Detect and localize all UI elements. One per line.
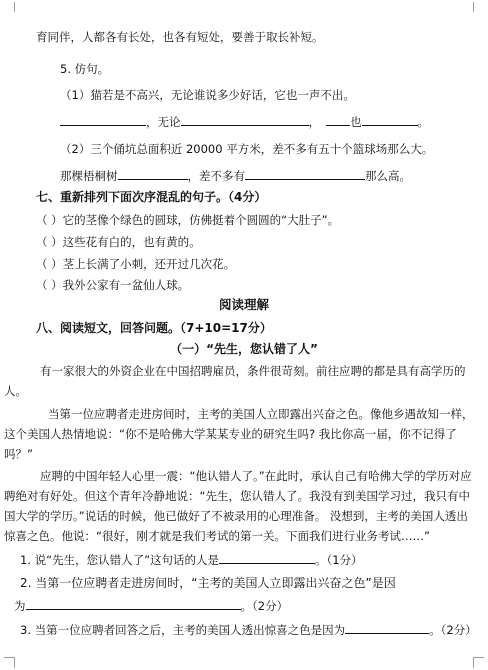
page-corner-mark — [4, 657, 15, 668]
page-corner-mark — [473, 657, 484, 668]
section-5-heading: 5. 仿句。 — [60, 62, 110, 76]
answer-blank[interactable] — [345, 622, 429, 634]
answer-blank[interactable] — [118, 168, 188, 180]
answer-blank[interactable] — [362, 114, 418, 126]
question-2-answer-line: 为 。（2分） — [14, 599, 289, 613]
question-1: 1. 说“先生，您认错人了”这句话的人是 。（1分） — [20, 553, 363, 567]
section-5-q2-answer-line: 那棵梧桐树 ，差不多有 那么高。 — [60, 169, 411, 183]
story-paragraph: 有一家很大的外资企业在中国招聘雇员，条件很苛刻。前往应聘的都是具有高学历的人。 — [4, 364, 466, 398]
answer-blank[interactable] — [26, 598, 241, 610]
answer-blank[interactable] — [181, 114, 309, 126]
section-5-q1-answer-line: ，无论 ， 也 。 — [60, 114, 429, 130]
story-paragraph: 应聘的中国年轻人心里一震：“他认错人了。”在此时，承认自己有哈佛大学的学历对应聘绝对有好处。但这个青年冷静地说：“先生，您认错人了。我没有到美国学习过，我只有中国大学的学历。”说话的时候，他已做好了不被录用的心理准备。 没想到，主考的美国人透出惊喜之色。他说：“很好，刚才就是我们考试的第一关。下面我们进行业务考试……” — [4, 469, 472, 543]
section-5-q1-prompt: （1）猫若是不高兴，无论谁说多少好话，它也一声不出。 — [60, 88, 355, 102]
section-7-heading: 七、重新排列下面次序混乱的句子。（4分） — [36, 190, 267, 204]
question-3: 3. 当第一位应聘者回答之后，主考的美国人透出惊喜之色是因为 。（2分） — [20, 623, 477, 637]
question-2: 2. 当第一位应聘者走进房间时，“主考的美国人立即露出兴奋之色”是因 — [20, 576, 396, 590]
order-parenthesis[interactable]: （ ） — [36, 213, 63, 227]
answer-blank[interactable] — [326, 114, 350, 126]
section-5-q2-prompt: （2）三个俑坑总面积近 20000 平方米，差不多有五十个篮球场那么大。 — [60, 142, 434, 156]
answer-blank[interactable] — [219, 552, 315, 564]
reorder-item: （ ）这些花有白的，也有黄的。 — [36, 235, 201, 249]
section-8-heading: 八、阅读短文，回答问题。（7+10=17分） — [36, 321, 272, 335]
page-corner-mark — [473, 2, 484, 12]
story-title: （一）“先生，您认错了人” — [170, 342, 318, 356]
order-parenthesis[interactable]: （ ） — [36, 235, 63, 249]
reading-title: 阅读理解 — [218, 297, 269, 312]
intro-line: 育同伴，人都各有长处，也各有短处，要善于取长补短。 — [36, 30, 324, 44]
order-parenthesis[interactable]: （ ） — [36, 257, 63, 271]
reorder-item: （ ）茎上长满了小刺，还开过几次花。 — [36, 257, 236, 271]
story-paragraph: 当第一位应聘者走进房间时，主考的美国人立即露出兴奋之色。像他乡遇故知一样，这个美国人热情地说：“你不是哈佛大学某某专业的研究生吗? 我比你高一届，你不记得了吗？” — [4, 407, 474, 461]
order-parenthesis[interactable]: （ ） — [36, 278, 63, 292]
reorder-item: （ ）我外公家有一盆仙人球。 — [36, 278, 190, 292]
answer-blank[interactable] — [60, 114, 146, 126]
answer-blank[interactable] — [245, 168, 365, 180]
page-corner-mark — [4, 2, 15, 12]
reorder-item: （ ）它的茎像个绿色的圆球，仿佛挺着个圆圆的“大肚子”。 — [36, 213, 340, 227]
